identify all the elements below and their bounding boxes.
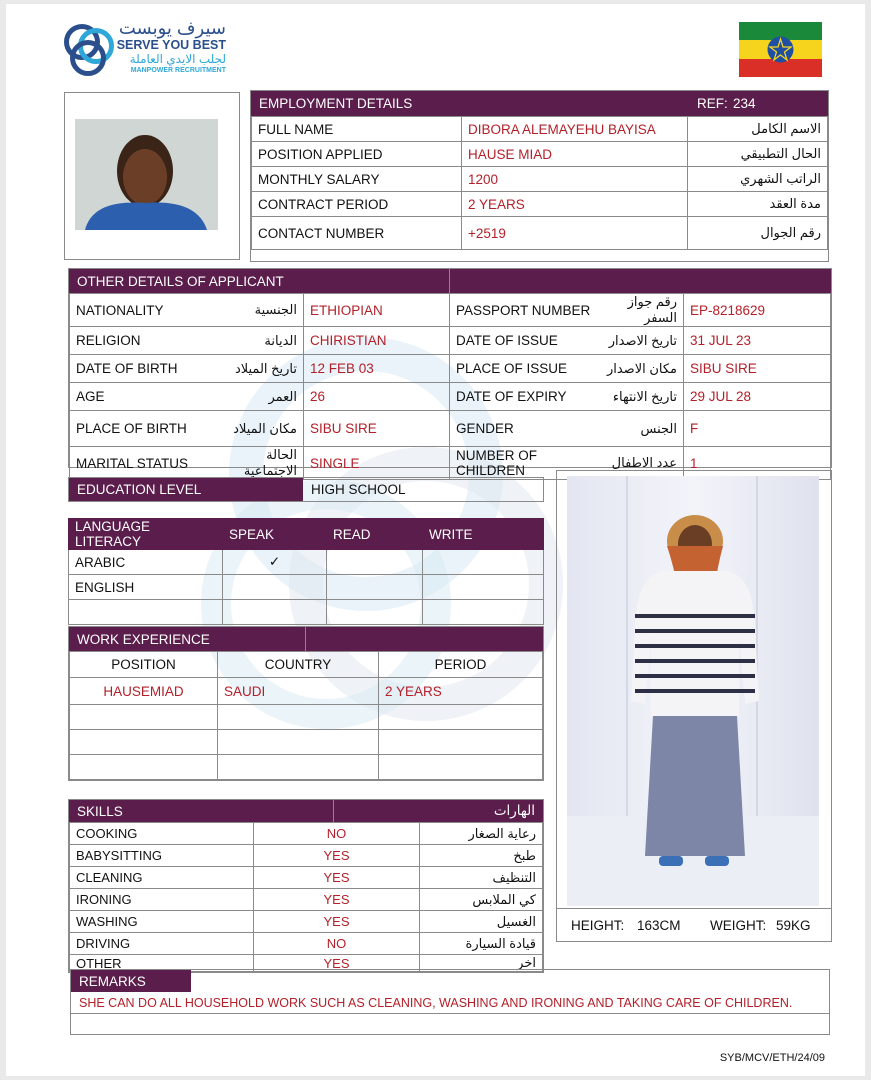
table-row bbox=[70, 911, 543, 933]
weight-label: WEIGHT: bbox=[710, 918, 767, 933]
emp-label: CONTACT NUMBER bbox=[252, 217, 462, 250]
skill-arabic: الغسيل bbox=[420, 911, 543, 933]
write-cell bbox=[423, 550, 544, 575]
company-english-name: SERVE YOU BEST bbox=[116, 38, 226, 52]
other-details-title: OTHER DETAILS OF APPLICANT bbox=[77, 273, 284, 289]
emp-arabic: الحال التطبيقي bbox=[688, 142, 828, 167]
work-experience-title: WORK EXPERIENCE bbox=[77, 631, 210, 647]
od-left-value: 12 FEB 03 bbox=[304, 355, 450, 383]
od-left-arabic: مكان الميلاد bbox=[210, 411, 304, 447]
od-left-value: CHIRISTIAN bbox=[304, 327, 450, 355]
emp-arabic: مدة العقد bbox=[688, 192, 828, 217]
emp-value: HAUSE MIAD bbox=[462, 142, 688, 167]
applicant-portrait bbox=[75, 119, 218, 230]
emp-arabic: الاسم الكامل bbox=[688, 117, 828, 142]
skill-arabic: كي الملابس bbox=[420, 889, 543, 911]
emp-arabic: رقم الجوال bbox=[688, 217, 828, 250]
table-row bbox=[70, 889, 543, 911]
od-right-value: 1 bbox=[684, 447, 831, 480]
document-code: SYB/MCV/ETH/24/09 bbox=[719, 1052, 825, 1064]
ref-label: REF: bbox=[697, 96, 728, 111]
company-arabic-name: سيرف يوبست bbox=[118, 18, 226, 38]
emp-label: POSITION APPLIED bbox=[252, 142, 462, 167]
emp-value: 2 YEARS bbox=[462, 192, 688, 217]
od-left-label: RELIGION bbox=[70, 327, 210, 355]
language-header-row bbox=[69, 519, 544, 550]
emp-value: +2519 bbox=[462, 217, 688, 250]
od-right-arabic: مكان الاصدار bbox=[598, 355, 684, 383]
period-col-header: PERIOD bbox=[379, 652, 543, 678]
od-right-label: GENDER bbox=[450, 411, 598, 447]
od-right-value: 31 JUL 23 bbox=[684, 327, 831, 355]
skill-value: YES bbox=[254, 867, 420, 889]
skills-section bbox=[68, 799, 544, 973]
od-left-arabic: تاريخ الميلاد bbox=[210, 355, 304, 383]
work-columns-row bbox=[70, 652, 543, 678]
read-cell bbox=[327, 550, 423, 575]
work-position bbox=[70, 705, 218, 730]
od-right-arabic: الجنس bbox=[598, 411, 684, 447]
education-label: EDUCATION LEVEL bbox=[69, 478, 303, 501]
work-period bbox=[379, 730, 543, 755]
employment-details-title: EMPLOYMENT DETAILS bbox=[259, 96, 413, 111]
table-row bbox=[70, 327, 831, 355]
od-left-value: 26 bbox=[304, 383, 450, 411]
skill-value: NO bbox=[254, 823, 420, 845]
speak-check bbox=[223, 575, 327, 600]
table-row bbox=[70, 823, 543, 845]
speak-col-header: SPEAK bbox=[223, 519, 327, 550]
applicant-full-photo bbox=[567, 476, 819, 906]
work-period bbox=[379, 755, 543, 780]
table-row bbox=[69, 550, 544, 575]
emp-value: DIBORA ALEMAYEHU BAYISA bbox=[462, 117, 688, 142]
position-col-header: POSITION bbox=[70, 652, 218, 678]
ref-value: 234 bbox=[733, 96, 756, 111]
education-value: HIGH SCHOOL bbox=[311, 482, 406, 497]
work-position bbox=[70, 730, 218, 755]
skill-arabic: التنظيف bbox=[420, 867, 543, 889]
work-country bbox=[218, 755, 379, 780]
read-cell bbox=[327, 600, 423, 625]
country-col-header: COUNTRY bbox=[218, 652, 379, 678]
od-right-arabic: تاريخ الاصدار bbox=[598, 327, 684, 355]
full-photo-frame bbox=[556, 470, 832, 942]
ethiopia-flag bbox=[739, 22, 822, 77]
read-col-header: READ bbox=[327, 519, 423, 550]
skill-arabic: قيادة السيارة bbox=[420, 933, 543, 955]
emp-arabic: الراتب الشهري bbox=[688, 167, 828, 192]
remarks-header: REMARKS bbox=[71, 970, 191, 992]
od-right-label: NUMBER OF CHILDREN bbox=[450, 447, 598, 480]
skill-value: YES bbox=[254, 845, 420, 867]
other-details-section bbox=[68, 268, 832, 478]
table-row bbox=[70, 755, 543, 780]
skill-value: NO bbox=[254, 933, 420, 955]
od-right-value: EP-8218629 bbox=[684, 294, 831, 327]
table-row bbox=[70, 294, 831, 327]
language-name: ENGLISH bbox=[69, 575, 223, 600]
table-row bbox=[252, 167, 828, 192]
work-experience-header bbox=[69, 627, 543, 651]
emp-label: MONTHLY SALARY bbox=[252, 167, 462, 192]
education-level-row bbox=[68, 477, 544, 502]
od-right-arabic: عدد الاطفال bbox=[598, 447, 684, 480]
table-row bbox=[252, 192, 828, 217]
table-row bbox=[70, 845, 543, 867]
od-left-label: PLACE OF BIRTH bbox=[70, 411, 210, 447]
write-cell bbox=[423, 600, 544, 625]
other-details-header bbox=[69, 269, 831, 293]
language-name bbox=[69, 600, 223, 625]
emp-label: CONTRACT PERIOD bbox=[252, 192, 462, 217]
employment-details-header bbox=[251, 91, 828, 116]
work-experience-section bbox=[68, 626, 544, 781]
work-position bbox=[70, 755, 218, 780]
skill-arabic: رعاية الصغار bbox=[420, 823, 543, 845]
table-row bbox=[70, 678, 543, 705]
table-row bbox=[70, 383, 831, 411]
work-country bbox=[218, 730, 379, 755]
od-right-value: SIBU SIRE bbox=[684, 355, 831, 383]
skill-name: DRIVING bbox=[70, 933, 254, 955]
table-row bbox=[70, 705, 543, 730]
work-period: 2 YEARS bbox=[379, 678, 543, 705]
work-country bbox=[218, 705, 379, 730]
language-col-header: LANGUAGE LITERACY bbox=[69, 519, 223, 550]
od-left-value: ETHIOPIAN bbox=[304, 294, 450, 327]
measurements-row bbox=[557, 908, 831, 941]
table-row bbox=[252, 217, 828, 250]
skill-name: IRONING bbox=[70, 889, 254, 911]
company-name-block bbox=[116, 18, 226, 75]
od-left-arabic: الديانة bbox=[210, 327, 304, 355]
work-country: SAUDI bbox=[218, 678, 379, 705]
cv-page bbox=[6, 4, 865, 1076]
skill-name: OTHER bbox=[70, 955, 254, 972]
read-cell bbox=[327, 575, 423, 600]
od-left-value: SIBU SIRE bbox=[304, 411, 450, 447]
od-left-value: SINGLE bbox=[304, 447, 450, 480]
od-left-arabic: الجنسية bbox=[210, 294, 304, 327]
emp-label: FULL NAME bbox=[252, 117, 462, 142]
table-row bbox=[70, 867, 543, 889]
od-right-arabic: تاريخ الانتهاء bbox=[598, 383, 684, 411]
weight-value: 59KG bbox=[776, 918, 811, 933]
od-left-label: NATIONALITY bbox=[70, 294, 210, 327]
skill-arabic: طبخ bbox=[420, 845, 543, 867]
height-label: HEIGHT: bbox=[571, 918, 625, 933]
skill-name: COOKING bbox=[70, 823, 254, 845]
table-row bbox=[70, 933, 543, 955]
work-period bbox=[379, 705, 543, 730]
company-english-tagline: MANPOWER RECRUITMENT bbox=[130, 67, 226, 74]
company-arabic-tagline: لجلب الايدي العاملة bbox=[129, 52, 226, 66]
work-position: HAUSEMIAD bbox=[70, 678, 218, 705]
table-row bbox=[69, 600, 544, 625]
od-left-arabic: الحالة الاجتماعية bbox=[210, 447, 304, 480]
star-emblem-icon bbox=[765, 34, 796, 65]
od-right-label: PASSPORT NUMBER bbox=[450, 294, 598, 327]
small-photo-frame bbox=[64, 92, 240, 260]
table-row bbox=[70, 730, 543, 755]
speak-check bbox=[223, 600, 327, 625]
write-col-header: WRITE bbox=[423, 519, 544, 550]
od-right-label: PLACE OF ISSUE bbox=[450, 355, 598, 383]
od-right-value: 29 JUL 28 bbox=[684, 383, 831, 411]
speak-check: ✓ bbox=[223, 550, 327, 575]
language-name: ARABIC bbox=[69, 550, 223, 575]
table-row bbox=[70, 355, 831, 383]
skill-arabic: اخر bbox=[420, 955, 543, 972]
skills-header bbox=[69, 800, 543, 822]
od-right-label: DATE OF ISSUE bbox=[450, 327, 598, 355]
height-value: 163CM bbox=[637, 918, 681, 933]
skill-value: YES bbox=[254, 911, 420, 933]
emp-value: 1200 bbox=[462, 167, 688, 192]
remarks-section bbox=[70, 969, 830, 1035]
skill-value: YES bbox=[254, 889, 420, 911]
skills-arabic-title: الهارات bbox=[493, 803, 535, 818]
od-right-arabic: رقم جواز السفر bbox=[598, 294, 684, 327]
od-right-value: F bbox=[684, 411, 831, 447]
skills-title: SKILLS bbox=[77, 803, 123, 819]
skill-name: WASHING bbox=[70, 911, 254, 933]
skill-name: BABYSITTING bbox=[70, 845, 254, 867]
language-literacy-section bbox=[68, 518, 544, 625]
od-right-label: DATE OF EXPIRY bbox=[450, 383, 598, 411]
od-left-label: DATE OF BIRTH bbox=[70, 355, 210, 383]
table-row bbox=[252, 142, 828, 167]
od-left-arabic: العمر bbox=[210, 383, 304, 411]
company-logo bbox=[62, 22, 118, 78]
write-cell bbox=[423, 575, 544, 600]
od-left-label: MARITAL STATUS bbox=[70, 447, 210, 480]
table-row bbox=[69, 575, 544, 600]
remarks-text: SHE CAN DO ALL HOUSEHOLD WORK SUCH AS CLEANING, WASHING AND IRONING AND TAKING CARE OF CHILDREN. bbox=[71, 992, 829, 1014]
table-row bbox=[70, 411, 831, 447]
employment-details-section bbox=[250, 90, 829, 262]
skill-value: YES bbox=[254, 955, 420, 972]
table-row bbox=[252, 117, 828, 142]
skill-name: CLEANING bbox=[70, 867, 254, 889]
od-left-label: AGE bbox=[70, 383, 210, 411]
